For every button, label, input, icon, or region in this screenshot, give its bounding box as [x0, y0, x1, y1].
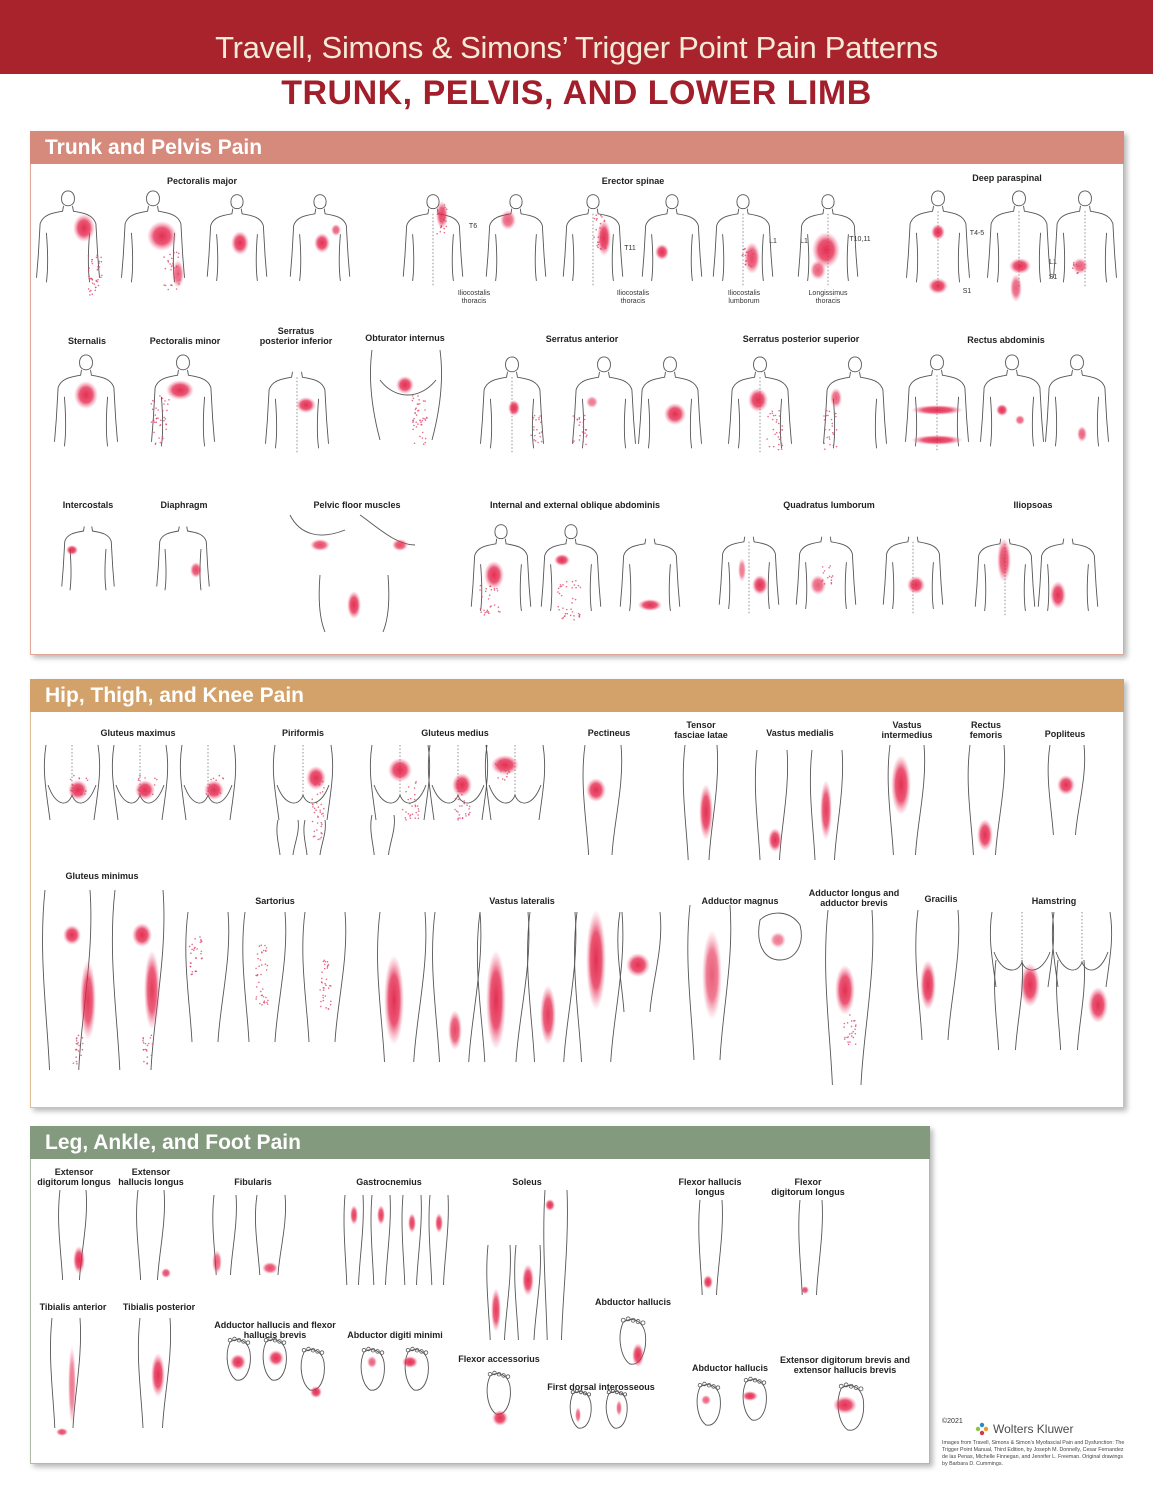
- figure-54: [43, 890, 96, 1070]
- figure-15: [266, 372, 329, 453]
- figure-86: [50, 1318, 80, 1436]
- pain-zone: [73, 1246, 85, 1274]
- pain-zone: [638, 599, 662, 611]
- figure-65: [688, 905, 731, 1060]
- figure-77: [344, 1195, 363, 1285]
- figure-23: [981, 355, 1044, 446]
- figure-37: [44, 745, 99, 820]
- figure-label-sartorius: Sartorius: [255, 896, 295, 906]
- figure-75: [212, 1195, 236, 1275]
- figure-label-extensor-hallucis-longus: Extensor hallucis longus: [118, 1167, 184, 1187]
- figure-2: [207, 195, 267, 281]
- figure-sublabel-t6: T6: [468, 223, 478, 230]
- pain-zone: [911, 405, 963, 415]
- figure-51: [888, 745, 925, 855]
- figure-label-vastus-medialis: Vastus medialis: [766, 728, 834, 738]
- figure-96: [606, 1389, 627, 1428]
- figure-49: [755, 750, 787, 860]
- figure-18: [572, 357, 635, 448]
- pain-zone: [810, 575, 826, 595]
- figure-label-gastrocnemius: Gastrocnemius: [356, 1177, 422, 1187]
- pain-zone: [166, 380, 194, 400]
- pain-zone: [655, 244, 669, 260]
- figure-32: [719, 537, 779, 614]
- figure-91: [361, 1347, 384, 1390]
- pain-zone: [820, 780, 832, 840]
- figure-label-gluteus-maximus: Gluteus maximus: [100, 728, 176, 738]
- pain-zone: [63, 925, 81, 945]
- figure-38: [112, 745, 167, 820]
- pain-zone: [204, 780, 224, 800]
- figure-label-diaphragm: Diaphragm: [160, 500, 208, 510]
- pain-zone: [907, 576, 925, 594]
- figure-30: [541, 525, 601, 621]
- figure-label-rectus-femoris: Rectus femoris: [969, 720, 1003, 740]
- figure-40: [273, 745, 332, 840]
- figure-label-rectus-abdominis: Rectus abdominis: [967, 335, 1045, 345]
- figure-3: [290, 195, 350, 281]
- figure-14: [150, 355, 214, 446]
- figure-label-intercostals: Intercostals: [62, 500, 114, 510]
- figure-label-extensor-digitorum-longus: Extensor digitorum longus: [37, 1167, 111, 1187]
- figure-95: [570, 1389, 591, 1428]
- pain-zone: [833, 1396, 857, 1414]
- pain-zone: [738, 558, 746, 582]
- figure-47: [583, 745, 622, 855]
- figure-13: [55, 355, 118, 446]
- figure-label-pectineus: Pectineus: [587, 728, 631, 738]
- figure-57: [243, 912, 286, 1042]
- figure-70: [995, 960, 1023, 1050]
- figure-sublabel-iliocostalis-lumborum: Iliocostalis lumborum: [727, 290, 761, 305]
- figure-99: [833, 1383, 864, 1430]
- poster-subtitle: TRUNK, PELVIS, AND LOWER LIMB: [281, 74, 872, 112]
- pain-zone: [810, 260, 826, 280]
- figure-label-first-dorsal-interosseous: First dorsal interosseous: [547, 1382, 655, 1392]
- figure-5: [486, 195, 546, 281]
- pain-zone: [230, 1354, 246, 1370]
- figure-31: [620, 539, 680, 611]
- figure-label-tibialis-anterior: Tibialis anterior: [39, 1302, 107, 1312]
- pain-zone: [388, 758, 412, 782]
- pain-zone: [891, 755, 911, 815]
- pain-zone: [632, 1343, 644, 1367]
- pain-zone: [56, 1428, 68, 1436]
- pain-zone: [554, 554, 570, 566]
- pain-zone: [522, 1264, 534, 1296]
- publisher-logo: [975, 1422, 1073, 1436]
- pain-zone: [830, 388, 842, 408]
- figure-label-popliteus: Popliteus: [1044, 729, 1086, 739]
- figure-sublabel-l1: L1: [769, 238, 777, 245]
- figure-label-gracilis: Gracilis: [924, 894, 958, 904]
- figure-label-serratus-anterior: Serratus anterior: [545, 334, 619, 344]
- figure-label-tibialis-posterior: Tibialis posterior: [122, 1302, 196, 1312]
- pain-zone: [331, 224, 341, 236]
- figure-63: [575, 910, 623, 1062]
- figure-7: [642, 195, 702, 281]
- figure-label-piriformis: Piriformis: [281, 728, 325, 738]
- section-trunk-title: Trunk and Pelvis Pain: [45, 136, 263, 159]
- figure-76: [255, 1195, 285, 1275]
- pain-zone: [997, 538, 1011, 582]
- pain-zone: [586, 778, 606, 802]
- image-credit: Images from Travell, Simons & Simon’s Myofascial Pain and Dysfunction: The Trigger Point Manual, Third Edition, by Joseph M. Donnelly, Cesar Fernandez de las Penas, Michelle Finnegan, and Jennifer L. Freeman. Original drawings by Barbara D. Cummings.: [942, 1440, 1125, 1467]
- pain-zone: [508, 400, 520, 416]
- pain-zone: [801, 1286, 809, 1294]
- figure-35: [975, 538, 1035, 615]
- figure-label-fibularis: Fibularis: [234, 1177, 272, 1187]
- figure-sublabel-t10-11: T10,11: [849, 236, 871, 243]
- pain-zone: [310, 539, 330, 551]
- pain-zone: [1009, 258, 1031, 274]
- figure-22: [906, 355, 969, 451]
- pain-zone: [616, 1400, 622, 1416]
- pain-zone: [492, 1410, 508, 1426]
- figure-27: [290, 515, 415, 551]
- figure-label-extensor-digitorum-brevis-and-extensor-hallucis-brevis: Extensor digitorum brevis and extensor hallucis brevis: [779, 1355, 911, 1375]
- figure-73: [59, 1190, 87, 1280]
- pain-zone: [664, 403, 686, 425]
- figure-label-gluteus-medius: Gluteus medius: [421, 728, 489, 738]
- pain-zone: [402, 1356, 418, 1368]
- pain-zone: [703, 1275, 713, 1289]
- figure-29: [471, 525, 531, 616]
- pain-zone: [80, 960, 96, 1040]
- figure-label-vastus-intermedius: Vastus intermedius: [881, 720, 933, 740]
- figure-label-pectoralis-major: Pectoralis major: [166, 176, 238, 186]
- pain-zone: [262, 1262, 278, 1274]
- figure-90: [301, 1347, 324, 1398]
- pain-zone: [500, 210, 516, 230]
- section-hip-title: Hip, Thigh, and Knee Pain: [45, 684, 305, 707]
- figure-33: [796, 537, 856, 609]
- pain-zone: [1057, 775, 1075, 795]
- pain-zone: [306, 766, 326, 790]
- figure-label-hamstring: Hamstring: [1031, 896, 1077, 906]
- pain-zone: [597, 220, 611, 256]
- pain-zone: [540, 985, 556, 1045]
- pain-zone: [586, 910, 606, 1010]
- pain-zone: [268, 1350, 284, 1366]
- figure-11: [988, 191, 1051, 302]
- figure-58: [303, 912, 346, 1042]
- figure-80: [429, 1195, 448, 1285]
- pain-zone: [384, 955, 404, 1045]
- figure-25: [62, 527, 115, 591]
- figure-label-gluteus-minimus: Gluteus minimus: [65, 871, 139, 881]
- pain-zone: [435, 1213, 443, 1233]
- figure-50: [810, 750, 842, 860]
- pain-zone: [310, 1386, 322, 1398]
- pain-zone: [1015, 415, 1025, 425]
- figure-19: [639, 357, 702, 448]
- pain-zone: [396, 376, 414, 394]
- pain-zone: [68, 1345, 76, 1425]
- pain-zone: [1020, 963, 1040, 1007]
- figure-label-abductor-digiti-minimi: Abductor digiti minimi: [347, 1330, 443, 1340]
- pain-zone: [701, 1395, 711, 1405]
- figure-82: [515, 1245, 541, 1340]
- figure-45: [428, 745, 487, 821]
- figure-sublabel-t4-5: T4-5: [969, 230, 985, 237]
- copyright: ©2021: [942, 1418, 963, 1425]
- pain-zone: [408, 1213, 416, 1233]
- pain-zone: [231, 231, 249, 255]
- pain-zone: [74, 381, 98, 409]
- figure-93: [620, 1317, 646, 1367]
- pain-zone: [626, 953, 650, 977]
- pain-zone: [377, 1205, 385, 1225]
- figure-69: [990, 912, 1053, 1007]
- figure-52: [968, 745, 1005, 855]
- pain-zone: [586, 396, 598, 408]
- pain-zone: [744, 242, 760, 274]
- figure-sublabel-l1: L1: [1049, 259, 1057, 266]
- figure-label-serratus-posterior-superior: Serratus posterior superior: [742, 334, 860, 344]
- figure-62: [528, 912, 576, 1062]
- figure-72: [1057, 960, 1085, 1050]
- figure-label-abductor-hallucis: Abductor hallucis: [594, 1297, 672, 1307]
- figure-label-flexor-accessorius: Flexor accessorius: [458, 1354, 540, 1364]
- figure-16: [370, 350, 441, 445]
- pain-zone: [347, 591, 361, 619]
- pain-zone: [1077, 426, 1087, 442]
- figure-41: [277, 820, 299, 855]
- pain-zone: [132, 923, 152, 947]
- pain-zone: [147, 221, 177, 251]
- pain-zone: [448, 1010, 462, 1050]
- figure-48: [683, 745, 717, 860]
- figure-label-quadratus-lumborum: Quadratus lumborum: [783, 500, 875, 510]
- figure-53: [1048, 745, 1085, 835]
- figure-label-adductor-magnus: Adductor magnus: [701, 896, 779, 906]
- figure-61: [477, 912, 529, 1062]
- figure-36: [1038, 539, 1098, 611]
- figure-label-pectoralis-minor: Pectoralis minor: [149, 336, 221, 346]
- pain-zone: [545, 1199, 555, 1211]
- figure-46: [485, 745, 544, 820]
- pain-zone: [699, 784, 713, 840]
- figure-label-obturator-internus: Obturator internus: [365, 333, 445, 343]
- figure-sublabel-longissimus-thoracis: Longissimus thoracis: [808, 290, 848, 305]
- pain-zone: [702, 930, 722, 1020]
- pain-zone: [486, 950, 506, 1050]
- pain-zone: [748, 388, 768, 412]
- figure-84: [699, 1200, 723, 1295]
- figure-12: [1054, 191, 1117, 287]
- pain-zone: [928, 278, 948, 294]
- figure-label-abductor-hallucis: Abductor hallucis: [691, 1363, 769, 1373]
- pain-zone: [144, 950, 160, 1030]
- pain-zone: [212, 1250, 222, 1274]
- figure-28: [319, 575, 389, 632]
- pain-zone: [491, 1288, 501, 1332]
- figure-10: [907, 191, 970, 294]
- figure-0: [37, 191, 103, 296]
- pain-zone: [1010, 274, 1022, 302]
- figure-17: [481, 357, 544, 453]
- figure-sublabel-t11: T11: [624, 245, 636, 252]
- pain-zone: [350, 1205, 358, 1225]
- pain-zone: [752, 575, 768, 595]
- figure-label-serratus-posterior-inferior: Serratus posterior inferior: [259, 326, 333, 346]
- figure-24: [1046, 355, 1109, 446]
- figure-44: [371, 815, 395, 855]
- figure-sublabel-iliocostalis-thoracis: Iliocostalis thoracis: [457, 290, 491, 305]
- figure-label-internal-and-external-oblique-abdominis: Internal and external oblique abdominis: [489, 500, 661, 510]
- figure-94: [487, 1371, 510, 1426]
- figure-60: [433, 912, 481, 1062]
- pain-zone: [436, 201, 448, 229]
- figure-59: [378, 912, 426, 1062]
- pain-zone: [920, 960, 936, 1010]
- figure-34: [883, 537, 943, 614]
- figure-42: [304, 820, 326, 855]
- figure-label-iliopsoas: Iliopsoas: [1013, 500, 1053, 510]
- figure-78: [371, 1195, 390, 1285]
- wk-logo-icon: [975, 1422, 989, 1436]
- figure-label-adductor-hallucis-and-flexor-hallucis-brevis: Adductor hallucis and flexor hallucis brevis: [214, 1320, 336, 1340]
- figure-67: [826, 910, 873, 1085]
- figure-9: [798, 195, 858, 286]
- figure-sublabel-s1: S1: [962, 288, 972, 295]
- pain-zone: [575, 1407, 581, 1423]
- figure-83: [544, 1190, 568, 1340]
- pain-zone: [835, 965, 855, 1015]
- figure-43: [370, 745, 429, 821]
- pain-zone: [768, 828, 782, 852]
- figure-label-erector-spinae: Erector spinae: [601, 176, 665, 186]
- pain-zone: [931, 224, 945, 240]
- figure-label-tensor-fasciae-latae: Tensor fasciae latae: [674, 720, 728, 740]
- pain-zone: [996, 404, 1008, 416]
- pain-zone: [1050, 581, 1066, 609]
- figure-56: [186, 912, 229, 1042]
- publisher-name: Wolters Kluwer: [993, 1422, 1074, 1436]
- figure-74: [137, 1190, 171, 1280]
- pain-zone: [161, 1268, 171, 1278]
- pain-zone: [911, 435, 963, 445]
- figure-98: [742, 1377, 766, 1420]
- figure-label-pelvic-floor-muscles: Pelvic floor muscles: [313, 500, 401, 510]
- figure-26: [157, 527, 210, 591]
- pain-zone: [392, 539, 408, 551]
- figure-1: [122, 191, 185, 290]
- pain-zone: [484, 561, 504, 589]
- pain-zone: [491, 755, 519, 775]
- figure-8: [713, 195, 773, 286]
- figure-label-vastus-lateralis: Vastus lateralis: [489, 896, 555, 906]
- pain-zone: [314, 233, 330, 253]
- pain-zone: [190, 562, 202, 578]
- figure-92: [402, 1347, 428, 1390]
- pain-zone: [66, 545, 78, 555]
- figure-81: [487, 1245, 511, 1340]
- pain-zone: [367, 1356, 377, 1368]
- pain-zone: [742, 1391, 758, 1401]
- pain-zone: [452, 773, 472, 797]
- figure-21: [823, 357, 886, 450]
- figure-label-flexor-hallucis-longus: Flexor hallucis longus: [678, 1177, 742, 1197]
- figure-4: [403, 195, 463, 286]
- figure-68: [916, 910, 959, 1040]
- figure-label-flexor-digitorum-longus: Flexor digitorum longus: [771, 1177, 845, 1197]
- figure-97: [697, 1382, 720, 1425]
- figure-6: [563, 195, 623, 286]
- pain-zone: [73, 214, 95, 242]
- figure-label-adductor-longus-and-adductor-brevis: Adductor longus and adductor brevis: [808, 888, 900, 908]
- figure-88: [227, 1337, 250, 1380]
- pain-zone: [296, 397, 316, 413]
- figure-label-deep-paraspinal: Deep paraspinal: [972, 173, 1042, 183]
- pain-zone: [151, 1353, 165, 1397]
- figure-79: [402, 1195, 421, 1285]
- figure-20: [729, 357, 792, 453]
- figure-64: [618, 912, 661, 1012]
- figure-39: [180, 745, 235, 820]
- pain-zone: [977, 819, 993, 851]
- figure-89: [263, 1337, 286, 1380]
- pain-zone: [770, 932, 786, 948]
- figure-sublabel-s1: S1: [1048, 274, 1058, 281]
- figure-label-soleus: Soleus: [512, 1177, 542, 1187]
- figure-66: [759, 913, 802, 960]
- figure-87: [138, 1318, 170, 1428]
- figure-55: [112, 890, 164, 1070]
- figure-sublabel-iliocostalis-thoracis: Iliocostalis thoracis: [616, 290, 650, 305]
- figure-label-sternalis: Sternalis: [67, 336, 107, 346]
- section-leg-title: Leg, Ankle, and Foot Pain: [45, 1131, 301, 1154]
- figure-sublabel-l1: L1: [800, 238, 808, 245]
- figure-85: [799, 1200, 823, 1295]
- pain-zone: [1088, 987, 1108, 1023]
- poster-title: Travell, Simons & Simons’ Trigger Point Pain Patterns: [215, 30, 938, 65]
